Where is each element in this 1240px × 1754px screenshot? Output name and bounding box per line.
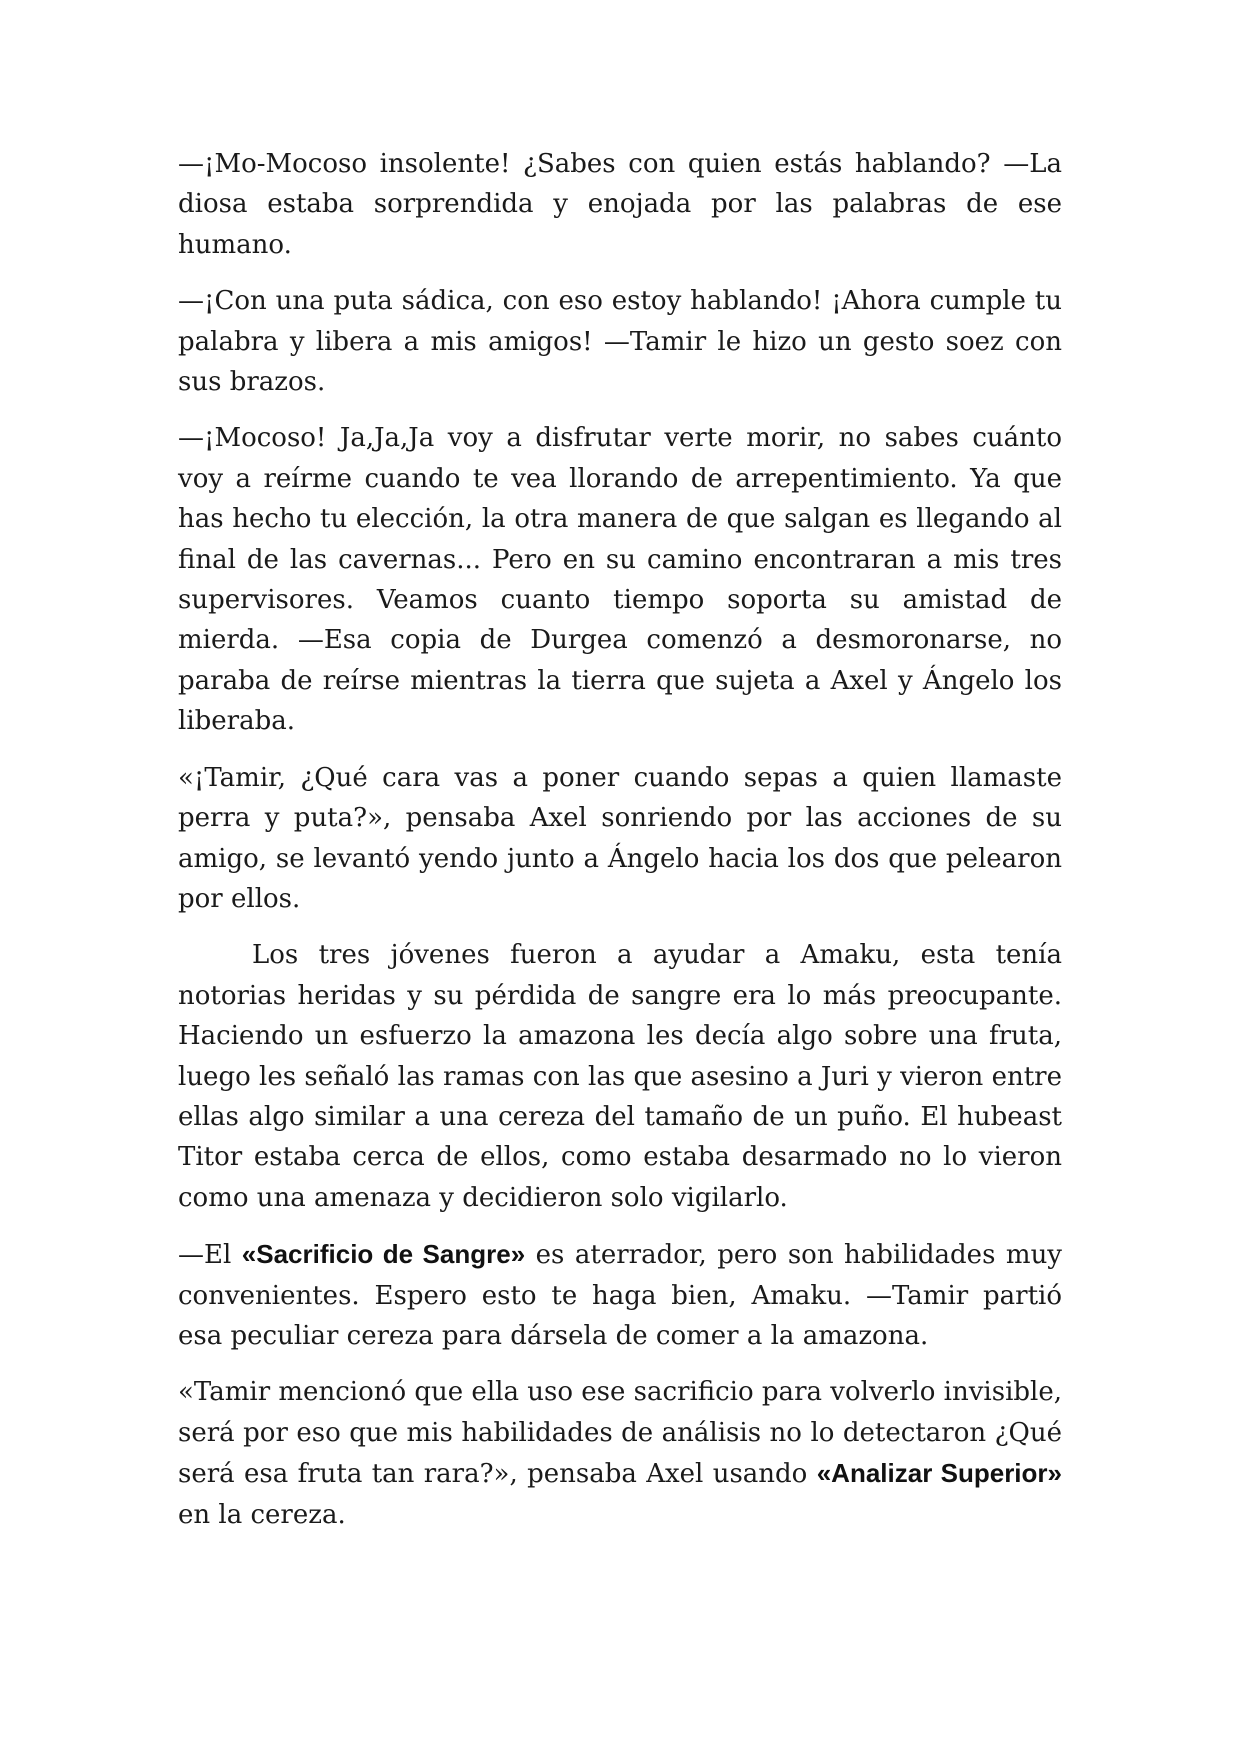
paragraph-text: —El bbox=[178, 1240, 242, 1271]
paragraph-text: —¡Mo-Mocoso insolente! ¿Sabes con quien estás hablando? —La diosa estaba sorprendida y enojada por las palabras de ese humano. bbox=[178, 149, 1062, 260]
paragraph-text: —¡Con una puta sádica, con eso estoy hablando! ¡Ahora cumple tu palabra y libera a mis amigos! —Tamir le hizo un gesto soez con sus brazos. bbox=[178, 286, 1062, 398]
paragraph-3 bbox=[178, 418, 1062, 741]
skill-name: «Analizar Superior» bbox=[816, 1458, 1062, 1489]
paragraph-text: es aterrador, pero son habilidades muy convenientes. Espero esto te haga bien, Amaku. —Tamir partió esa peculiar cereza para dársela de comer a la amazona. bbox=[178, 1240, 1062, 1351]
paragraph-5 bbox=[178, 935, 1062, 1218]
paragraph-4 bbox=[178, 758, 1062, 920]
paragraph-text: —¡Mocoso! Ja,Ja,Ja voy a disfrutar verte morir, no sabes cuánto voy a reírme cuando te vea llorando de arrepentimiento. Ya que has hecho tu elección, la otra manera de que salgan es llegando al final de las cavernas... Pero en su camino encontraran a mis tres supervisores. Veamos cuanto tiempo soporta su amistad de mierda. —Esa copia de Durgea comenzó a desmoronarse, no paraba de reírse mientras la tierra que sujeta a Axel y Ángelo los liberaba. bbox=[178, 423, 1062, 737]
paragraph-6 bbox=[178, 1234, 1062, 1356]
paragraph-text: en la cereza. bbox=[178, 1499, 346, 1530]
paragraph-7 bbox=[178, 1372, 1062, 1535]
paragraph-text: «Tamir mencionó que ella uso ese sacrificio para volverlo invisible, será por eso que mis habilidades de análisis no lo detectaron ¿Qué será esa fruta tan rara?», pensaba Axel usando bbox=[178, 1377, 1062, 1490]
paragraph-1 bbox=[178, 144, 1062, 265]
paragraph-2 bbox=[178, 281, 1062, 402]
paragraph-text: Los tres jóvenes fueron a ayudar a Amaku, esta tenía notorias heridas y su pérdida de sangre era lo más preocupante. Haciendo un esfuerzo la amazona les decía algo sobre una fruta, luego les señaló las ramas con las que asesino a Juri y vieron entre ellas algo similar a una cereza del tamaño de un puño. El hubeast Titor estaba cerca de ellos, como estaba desarmado no lo vieron como una amenaza y decidieron solo vigilarlo. bbox=[178, 940, 1062, 1213]
paragraph-text: «¡Tamir, ¿Qué cara vas a poner cuando sepas a quien llamaste perra y puta?», pensaba Axel sonriendo por las acciones de su amigo, se levantó yendo junto a Ángelo hacia los dos que pelearon por ellos. bbox=[178, 762, 1062, 914]
document-page bbox=[178, 144, 1062, 1551]
skill-name: «Sacrificio de Sangre» bbox=[241, 1239, 526, 1270]
